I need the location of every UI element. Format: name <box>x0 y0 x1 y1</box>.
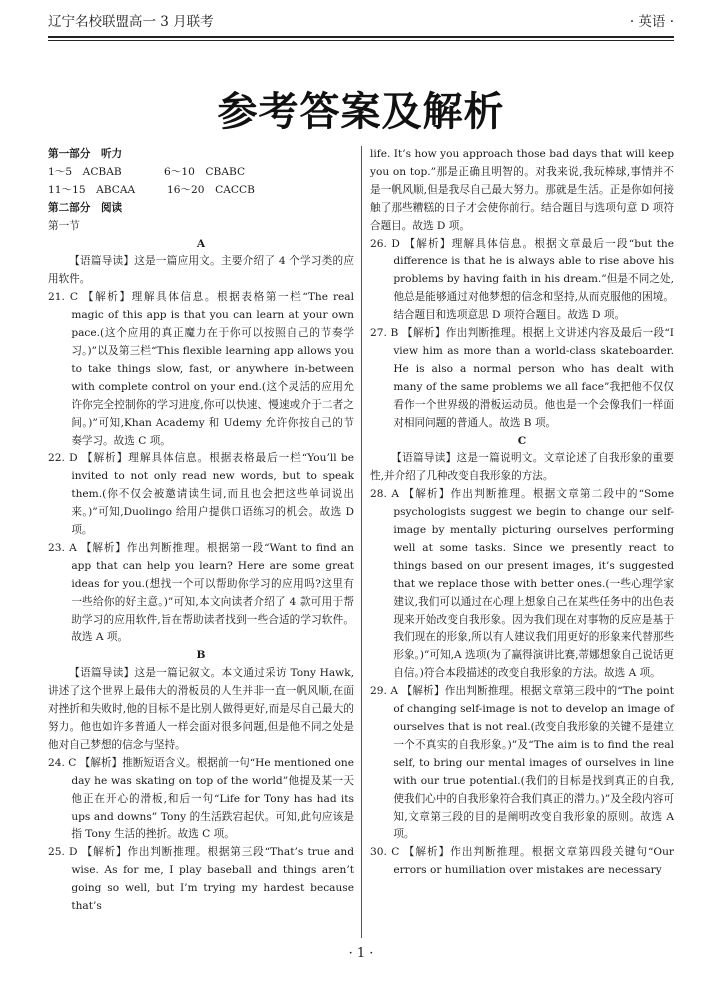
text-line: 第一节 <box>48 219 80 232</box>
passage-guide: 【语篇导读】这是一篇应用文。主要介绍了 4 个学习类的应用软件。 <box>48 255 354 286</box>
answer-explanation: 28. A 【解析】作出判断推理。根据文章第二段中的“Some psychologists suggest we begin to change our self-image by mentally picturing ourselves performing well at some tasks. Since we presently react to things based on our present images, it’s suggested that we replace those with better ones.(一些心理学家建议,我们可以通过在心理上想象自己在某些任务中的出色表现来开始改变自我形象。因为我们现在对事物的反应是基于我们现在的形象,所以有人建议我们用更好的形象来代替那些形象。)”可知,A 选项(为了赢得演讲比赛,蒂娜想象自己说话更自信。)符合本段描述的改变自我形象的方法。故选 A 项。 <box>370 488 674 680</box>
answer-explanation: 22. D 【解析】理解具体信息。根据表格最后一栏“You’ll be invited to not only read new words, but to speak them.(你不仅会被邀请读生词,而且也会把这些单词说出来。)”可知,Duolingo 给用户提供口语练习的机会。故选 D 项。 <box>48 452 354 537</box>
answer-explanation: 27. B 【解析】作出判断推理。根据上文讲述内容及最后一段“I view him as more than a world-class skateboarder. He is also a normal person who has dealt with many of the same problems we all face”我把他不仅仅看作一个世界级的滑板运动员。他也是一个会像我们一样面对相同问题的普通人。故选 B 项。 <box>370 327 674 429</box>
passage-letter: B <box>196 649 206 662</box>
answer-explanation: 29. A 【解析】作出判断推理。根据文章第三段中的“The point of changing self-image is not to develop an image of ourselves that is not real.(改变自我形象的关键不是建立一个不真实的自我形象。)”及“The aim is to find the real self, to bring our mental images of ourselves in line with our true potential.(我们的目标是找到真正的自我,使我们心中的自我形象符合我们真正的潜力。)”及全段内容可知,文章第三段的目的是阐明改变自我形象的原则。故选 A 项。 <box>370 685 674 841</box>
column-divider <box>361 146 362 938</box>
right-column <box>370 146 674 880</box>
header-exam-name: 辽宁名校联盟高一 3 月联考 <box>48 14 214 30</box>
passage-letter: C <box>517 434 527 447</box>
header-rule-thin <box>48 40 674 41</box>
answer-explanation: 23. A 【解析】作出判断推理。根据第一段“Want to find an app that can help you learn? Here are some great ideas for you.(想找一个可以帮助你学习的应用吗?这里有一些给你的好主意。)”可知,本文向读者介绍了 4 款可用于帮助学习的应用软件,旨在帮助读者找到一些合适的学习软件。故选 A 项。 <box>48 541 354 644</box>
page-number: · 1 · <box>348 946 374 961</box>
page-title: 参考答案及解析 <box>217 89 505 135</box>
text-line: 11～15 ABCAA 16～20 CACCB <box>48 183 255 196</box>
page-header <box>48 10 674 34</box>
text-line: 1～5 ACBAB 6～10 CBABC <box>48 165 246 178</box>
answer-explanation: 21. C 【解析】理解具体信息。根据表格第一栏“The real magic of this app is that you can learn at your own pace.(这个应用的真正魔力在于你可以按照自己的节奏学习。)”以及第三栏“This flexible learning app allows you to take things slow, fast, or anywhere in-between with complete control on your end.(这个灵活的应用允许你完全控制你的学习进度,你可以快速、慢速或介于二者之间。)”可知,Khan Academy 和 Udemy 允许你按自己的节奏学习。故选 C 项。 <box>48 291 354 447</box>
header-rule-thick <box>48 36 674 38</box>
section-heading: 第二部分 阅读 <box>48 201 123 214</box>
section-heading: 第一部分 听力 <box>48 148 123 160</box>
header-subject: · 英语 · <box>629 14 674 30</box>
answer-explanation: 30. C 【解析】作出判断推理。根据文章第四段关键句“Our errors or humiliation over mistakes are necessary <box>370 846 674 877</box>
answer-explanation: 25. D 【解析】作出判断推理。根据第三段“That’s true and wise. As for me, I play baseball and things aren’t going so well, but I’m trying my hardest because that’s <box>48 846 354 913</box>
passage-guide: 【语篇导读】这是一篇记叙文。本文通过采访 Tony Hawk,讲述了这个世界上最伟大的滑板员的人生并非一直一帆风顺,在面对挫折和失败时,他的目标不是比别人做得更好,而是尽自己最大的努力。他也如许多普通人一样会面对很多问题,但是他不同之处是他对自己梦想的信念与坚持。 <box>48 667 354 751</box>
passage-guide: 【语篇导读】这是一篇说明文。文章论述了自我形象的重要性,并介绍了几种改变自我形象的方法。 <box>370 452 674 483</box>
answer-explanation: 24. C 【解析】推断短语含义。根据前一句“He mentioned one day he was skating on top of the world”他提及某一天他正在开心的滑板,和后一句“Life for Tony has had its ups and downs” Tony 的生活跌宕起伏。可知,此句应该是指 Tony 生活的挫折。故选 C 项。 <box>48 756 354 841</box>
text-line: life. It’s how you approach those bad days that will keep you on top.”那是正确且明智的。对我来说,我玩棒球,事情并不是一帆风顺,但是我尽自己最大努力。那就是生活。正是你如何接触了那些糟糕的日子才会使你前行。结合题目与选项句意 D 项符合题目。故选 D 项。 <box>370 148 674 232</box>
answer-explanation: 26. D 【解析】理解具体信息。根据文章最后一段“but the difference is that he is always able to rise above his problems by having faith in his dream.”但是不同之处,他总是能够通过对他梦想的信念和坚持,从而克服他的困境。结合题目和选项意思 D 项符合题目。故选 D 项。 <box>370 237 674 322</box>
left-column <box>48 146 354 916</box>
passage-letter: A <box>196 237 206 250</box>
